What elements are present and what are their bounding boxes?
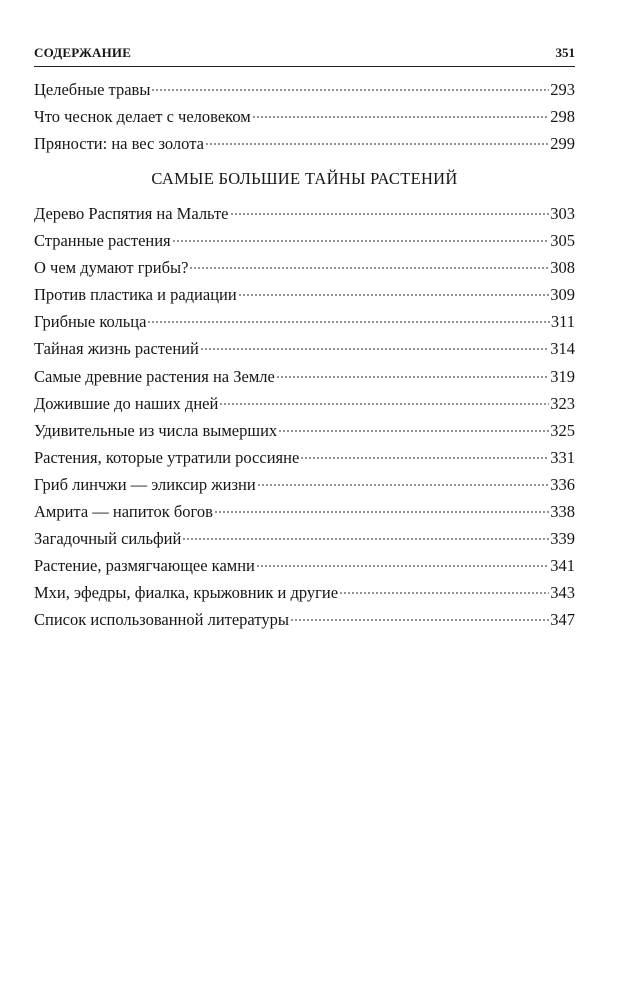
toc-entry-title: Мхи, эфедры, фиалка, крыжовник и другие: [34, 583, 339, 603]
toc-entry-title: Странные растения: [34, 231, 171, 251]
toc-entry-page: 298: [550, 107, 575, 127]
toc-entry[interactable]: [34, 525, 575, 552]
toc-entry-title: Пряности: на вес золота: [34, 134, 204, 154]
toc-section-entries: [34, 200, 575, 634]
toc-entry-title: Целебные травы: [34, 80, 151, 99]
dot-leader: [172, 240, 550, 242]
toc-entry-page: 293: [550, 80, 575, 99]
dot-leader: [214, 511, 549, 513]
toc-entry-title: О чем думают грибы?: [34, 258, 189, 278]
dot-leader: [290, 619, 549, 621]
toc-entry-title: Самые древние растения на Земле: [34, 366, 275, 386]
toc-entry-page: 303: [550, 204, 575, 223]
toc-entry-title: Дерево Распятия на Мальте: [34, 204, 229, 223]
toc-entry[interactable]: [34, 552, 575, 579]
toc-entry[interactable]: [34, 130, 575, 157]
dot-leader: [189, 267, 549, 269]
header-page-number: 351: [555, 45, 575, 60]
toc-entry[interactable]: [34, 444, 575, 471]
toc-entry-page: 347: [550, 610, 575, 630]
toc-entry-title: Грибные кольца: [34, 312, 147, 332]
toc-entry-page: 341: [550, 556, 575, 576]
toc-entry-page: 319: [550, 366, 575, 386]
toc-entry-page: 338: [550, 502, 575, 522]
dot-leader: [278, 430, 549, 432]
toc-entry-title: Гриб линчжи — эликсир жизни: [34, 474, 256, 494]
dot-leader: [230, 213, 550, 215]
toc-entry-title: Тайная жизнь растений: [34, 339, 199, 359]
dot-leader: [147, 321, 549, 323]
toc-entry[interactable]: [34, 579, 575, 606]
toc-entry-page: 309: [550, 285, 575, 305]
toc-entry-title: Растение, размягчающее камни: [34, 556, 255, 576]
toc-entry-page: 314: [550, 339, 575, 359]
toc-entry-page: 305: [550, 231, 575, 251]
toc-entry[interactable]: [34, 417, 575, 444]
toc-entry[interactable]: [34, 471, 575, 498]
toc-entry[interactable]: [34, 606, 575, 633]
toc-entry-page: 343: [550, 583, 575, 603]
dot-leader: [252, 116, 550, 118]
toc-entry[interactable]: [34, 281, 575, 308]
dot-leader: [300, 457, 549, 459]
toc-entry-page: 331: [550, 447, 575, 467]
dot-leader: [205, 143, 549, 145]
dot-leader: [151, 89, 549, 91]
toc-entry[interactable]: [34, 200, 575, 227]
dot-leader: [238, 294, 550, 296]
dot-leader: [256, 565, 549, 567]
toc-entry[interactable]: [34, 227, 575, 254]
toc-entry-title: Растения, которые утратили россияне: [34, 447, 300, 467]
toc-top-entries: [34, 76, 575, 157]
toc-entry-page: 339: [550, 529, 575, 549]
toc-entry[interactable]: [34, 76, 575, 103]
toc-entry-page: 308: [550, 258, 575, 278]
toc-entry-title: Против пластика и радиации: [34, 285, 237, 305]
toc-entry-title: Что чеснок делает с человеком: [34, 107, 251, 127]
dot-leader: [339, 592, 549, 594]
dot-leader: [182, 538, 549, 540]
dot-leader: [276, 376, 549, 378]
toc-entry-page: 323: [550, 393, 575, 413]
running-header: [34, 42, 575, 67]
dot-leader: [219, 403, 549, 405]
toc-entry[interactable]: [34, 254, 575, 281]
toc-entry[interactable]: [34, 390, 575, 417]
toc-entry[interactable]: [34, 335, 575, 362]
toc-entry[interactable]: [34, 498, 575, 525]
toc-entry-title: Удивительные из числа вымерших: [34, 420, 278, 440]
toc-entry-page: 299: [550, 134, 575, 154]
section-heading: САМЫЕ БОЛЬШИЕ ТАЙНЫ РАСТЕНИЙ: [151, 169, 458, 188]
header-title: СОДЕРЖАНИЕ: [34, 45, 132, 60]
toc-entry[interactable]: [34, 103, 575, 130]
toc-entry-title: Список использованной литературы: [34, 610, 289, 630]
toc-entry-title: Дожившие до наших дней: [34, 393, 219, 413]
toc-entry[interactable]: [34, 308, 575, 335]
toc-entry-page: 325: [550, 420, 575, 440]
dot-leader: [257, 484, 550, 486]
dot-leader: [200, 348, 549, 350]
toc-entry[interactable]: [34, 363, 575, 390]
toc-entry-page: 336: [550, 474, 575, 494]
toc-entry-page: 311: [550, 312, 575, 332]
toc-entry-title: Амрита — напиток богов: [34, 502, 213, 522]
toc-entry-title: Загадочный сильфий: [34, 529, 182, 549]
